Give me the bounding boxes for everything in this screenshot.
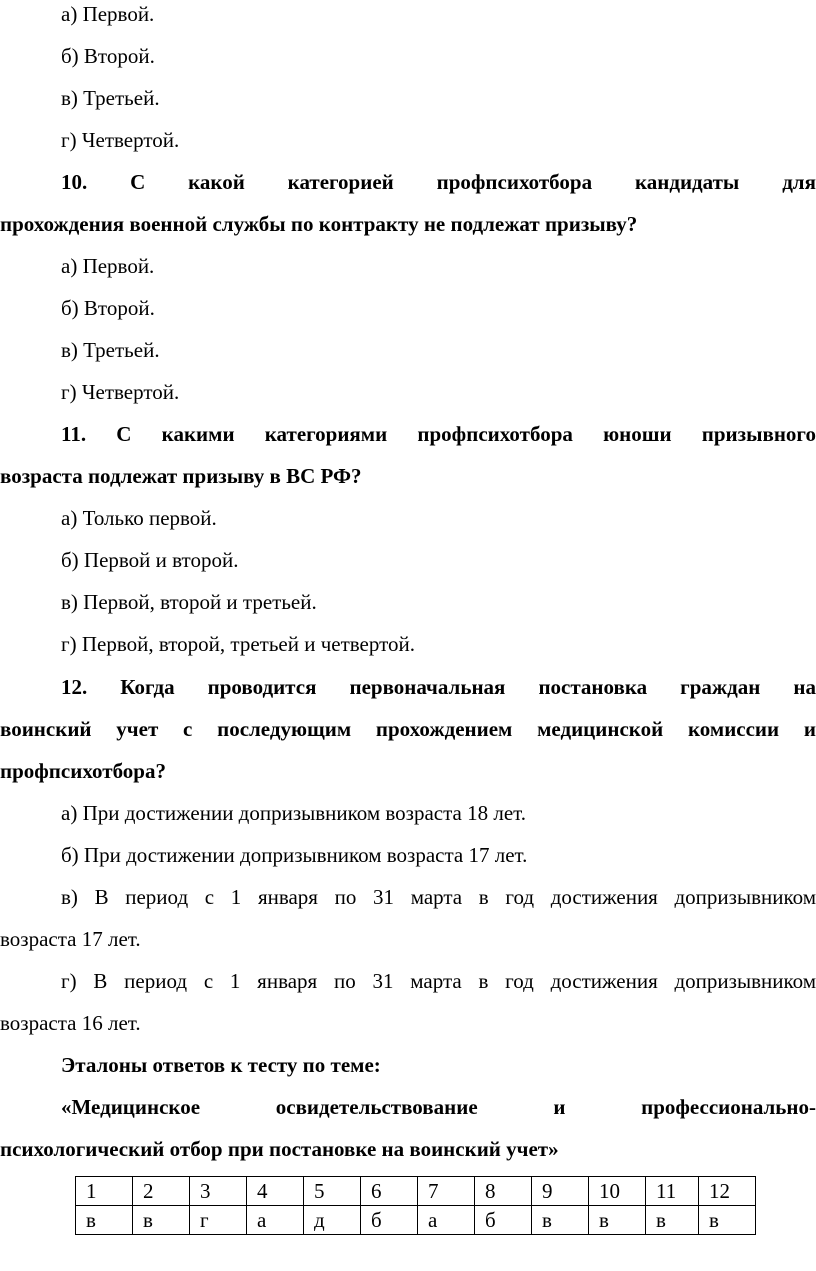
question-number-cell: 11 [646,1177,699,1206]
q9-option-a: а) Первой. [61,2,155,26]
q11-question-line2: возраста подлежат призыву в ВС РФ? [0,464,362,488]
q12-option-d-line1: г) В период с 1 января по 31 марта в год достижения допризывником [61,969,816,993]
answer-cell: б [475,1206,532,1235]
question-number-cell: 5 [304,1177,361,1206]
answer-cell: в [699,1206,756,1235]
answer-cell: в [76,1206,133,1235]
q12-question-line3: профпсихотбора? [0,759,166,783]
answer-table-answers-row [76,1206,756,1235]
q11-question-line1: 11. С какими категориями профпсихотбора юноши призывного [61,422,816,446]
q11-option-d: г) Первой, второй, третьей и четвертой. [61,632,415,656]
q12-question-line1: 12. Когда проводится первоначальная постановка граждан на [61,675,816,699]
q10-question-line1: 10. С какой категорией профпсихотбора кандидаты для [61,170,816,194]
question-number-cell: 4 [247,1177,304,1206]
q12-option-d-line2: возраста 16 лет. [0,1011,141,1035]
q11-option-b: б) Первой и второй. [61,548,239,572]
q11-option-a: а) Только первой. [61,506,217,530]
answer-table [75,1176,756,1235]
answers-title: Эталоны ответов к тесту по теме: [61,1053,381,1077]
topic-title-line1: «Медицинское освидетельствование и профессионально- [61,1095,816,1119]
question-number-cell: 12 [699,1177,756,1206]
q10-question-line2: прохождения военной службы по контракту не подлежат призыву? [0,212,638,236]
answer-cell: д [304,1206,361,1235]
answer-cell: г [190,1206,247,1235]
q12-option-b: б) При достижении допризывником возраста 17 лет. [61,843,528,867]
answer-cell: а [247,1206,304,1235]
answer-cell: а [418,1206,475,1235]
q9-option-d: г) Четвертой. [61,128,180,152]
q10-option-c: в) Третьей. [61,338,160,362]
answer-cell: б [361,1206,418,1235]
topic-title-line2: психологический отбор при постановке на воинский учет» [0,1137,559,1161]
answer-cell: в [133,1206,190,1235]
question-number-cell: 10 [589,1177,646,1206]
q12-option-a: а) При достижении допризывником возраста 18 лет. [61,801,527,825]
answer-table-numbers-row [76,1177,756,1206]
q11-option-c: в) Первой, второй и третьей. [61,590,317,614]
q12-option-c-line1: в) В период с 1 января по 31 марта в год достижения допризывником [61,885,816,909]
question-number-cell: 1 [76,1177,133,1206]
q12-question-line2: воинский учет с последующим прохождением медицинской комиссии и [0,717,816,741]
question-number-cell: 9 [532,1177,589,1206]
q9-option-c: в) Третьей. [61,86,160,110]
question-number-cell: 3 [190,1177,247,1206]
question-number-cell: 2 [133,1177,190,1206]
answer-cell: в [589,1206,646,1235]
answer-cell: в [532,1206,589,1235]
question-number-cell: 7 [418,1177,475,1206]
q10-option-a: а) Первой. [61,254,155,278]
q9-option-b: б) Второй. [61,44,155,68]
q10-option-d: г) Четвертой. [61,380,180,404]
q12-option-c-line2: возраста 17 лет. [0,927,141,951]
question-number-cell: 6 [361,1177,418,1206]
answer-cell: в [646,1206,699,1235]
q10-option-b: б) Второй. [61,296,155,320]
question-number-cell: 8 [475,1177,532,1206]
